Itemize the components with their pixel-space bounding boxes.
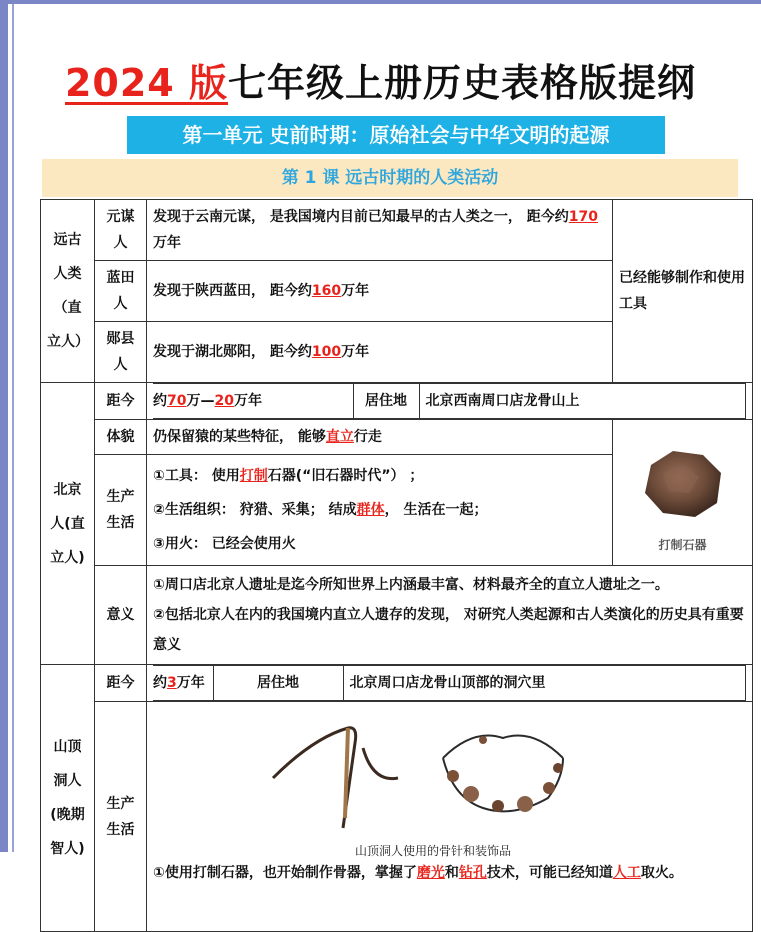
row-desc: 发现于陕西蓝田， 距今约160万年 [147,261,613,322]
title-rest: 七年级上册历史表格版提纲 [227,61,696,105]
outline-table [40,199,753,932]
peking-dwell: 北京西南周口店龙骨山上 [419,384,746,419]
peking-meaning-label: 意义 [95,566,147,665]
row-desc: 发现于湖北郧阳， 距今约100万年 [147,322,613,383]
upper-life-label: 生产生活 [95,702,147,932]
bone-needle-image [153,708,713,838]
peking-age-label: 距今 [95,383,147,420]
stone-tool-caption: 打制石器 [658,537,707,552]
peking-life: ①工具： 使用打制石器(“旧石器时代”） ； ②生活组织： 狩猎、采集； 结成群体， 生活在一起； ③用火： 已经会使用火 [147,455,613,566]
unit-heading: 第一单元 史前时期：原始社会与中华文明的起源 [127,116,665,154]
lesson-heading: 第 1 课 远古时期的人类活动 [42,159,738,197]
peking-meaning: ①周口店北京人遗址是迄今所知世界上内涵最丰富、材料最齐全的直立人遗址之一。 ②包括北京人在内的我国境内直立人遗存的发现， 对研究人类起源和古人类演化的历史具有重要意义 [147,566,753,665]
upper-age: 约3万年 [153,666,213,701]
peking-body-label: 体貌 [95,420,147,455]
row-name: 蓝田人 [95,261,147,322]
page-title [0,52,761,107]
row-name: 元谋人 [95,200,147,261]
group-upper: 山顶洞人(晚期智人) [41,665,95,932]
stone-tool-figure [613,420,753,566]
upper-dwell: 北京周口店龙骨山顶部的洞穴里 [343,666,746,701]
stone-tool-image [633,443,733,552]
left-border [0,0,8,852]
peking-age: 约70万—20万年 [153,384,353,419]
upper-life-text: ①使用打制石器，也开始制作骨器，掌握了磨光和钻孔技术，可能已经知道人工取火。 [153,865,683,881]
bone-needle-caption: 山顶洞人使用的骨针和装饰品 [354,844,511,858]
peking-dwell-label: 居住地 [353,384,419,419]
upper-age-label: 距今 [95,665,147,702]
title-year: 2024 版 [64,61,228,105]
upper-dwell-label: 居住地 [213,666,343,701]
peking-life-label: 生产生活 [95,455,147,566]
top-border [0,0,761,4]
row-name: 郧县人 [95,322,147,383]
ancient-note: 已经能够制作和使用工具 [613,200,753,383]
row-desc: 发现于云南元谋， 是我国境内目前已知最早的古人类之一， 距今约170万年 [147,200,613,261]
group-peking: 北京人(直立人) [41,383,95,665]
upper-life [147,702,753,932]
peking-body: 仍保留猿的某些特征， 能够直立行走 [147,420,613,455]
group-ancient: 远古人类（直立人） [41,200,95,383]
left-border-line [12,0,14,852]
bone-needle-figure [153,708,746,858]
